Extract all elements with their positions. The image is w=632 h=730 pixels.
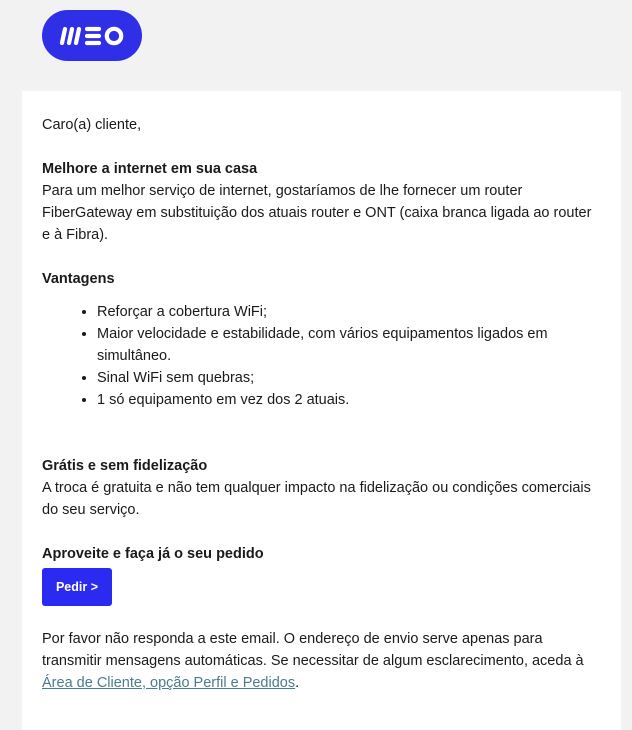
email-body — [22, 91, 621, 694]
footer-text-end: . — [295, 675, 300, 691]
benefits-list — [42, 301, 601, 411]
section-body-internet: Para um melhor serviço de internet, gostaríamos de lhe fornecer um router FiberGateway em substituição dos atuais router e ONT (caixa branca ligada ao router e à Fibra). — [42, 183, 592, 243]
section-body-free: A troca é gratuita e não tem qualquer impacto na fidelização ou condições comerciais do seu serviço. — [42, 480, 591, 518]
section-title-advantages: Vantagens — [42, 271, 115, 287]
list-item: • Reforçar a cobertura WiFi; — [97, 301, 601, 323]
section-title-free: Grátis e sem fidelização — [42, 458, 208, 474]
section-title-cta: Aproveite e faça já o seu pedido — [42, 546, 264, 562]
meo-logo-icon — [56, 23, 128, 49]
list-item: • 1 só equipamento em vez dos 2 atuais. — [97, 389, 601, 411]
list-item: • Maior velocidade e estabilidade, com vários equipamentos ligados em simultâneo. — [97, 323, 601, 367]
email-card — [22, 91, 621, 730]
footer-text — [42, 628, 601, 694]
list-item: • Sinal WiFi sem quebras; — [97, 367, 601, 389]
meo-logo[interactable] — [42, 10, 142, 61]
greeting: Caro(a) cliente, — [42, 117, 142, 133]
footer-text-body: Por favor não responda a este email. O endereço de envio serve apenas para transmitir mensagens automáticas. Se necessitar de algum esclarecimento, aceda à — [42, 631, 584, 669]
email-header — [0, 0, 632, 91]
pedir-button[interactable]: Pedir > — [42, 568, 112, 606]
section-title-internet: Melhore a internet em sua casa — [42, 161, 258, 177]
client-area-link[interactable]: Área de Cliente, opção Perfil e Pedidos — [42, 675, 296, 691]
